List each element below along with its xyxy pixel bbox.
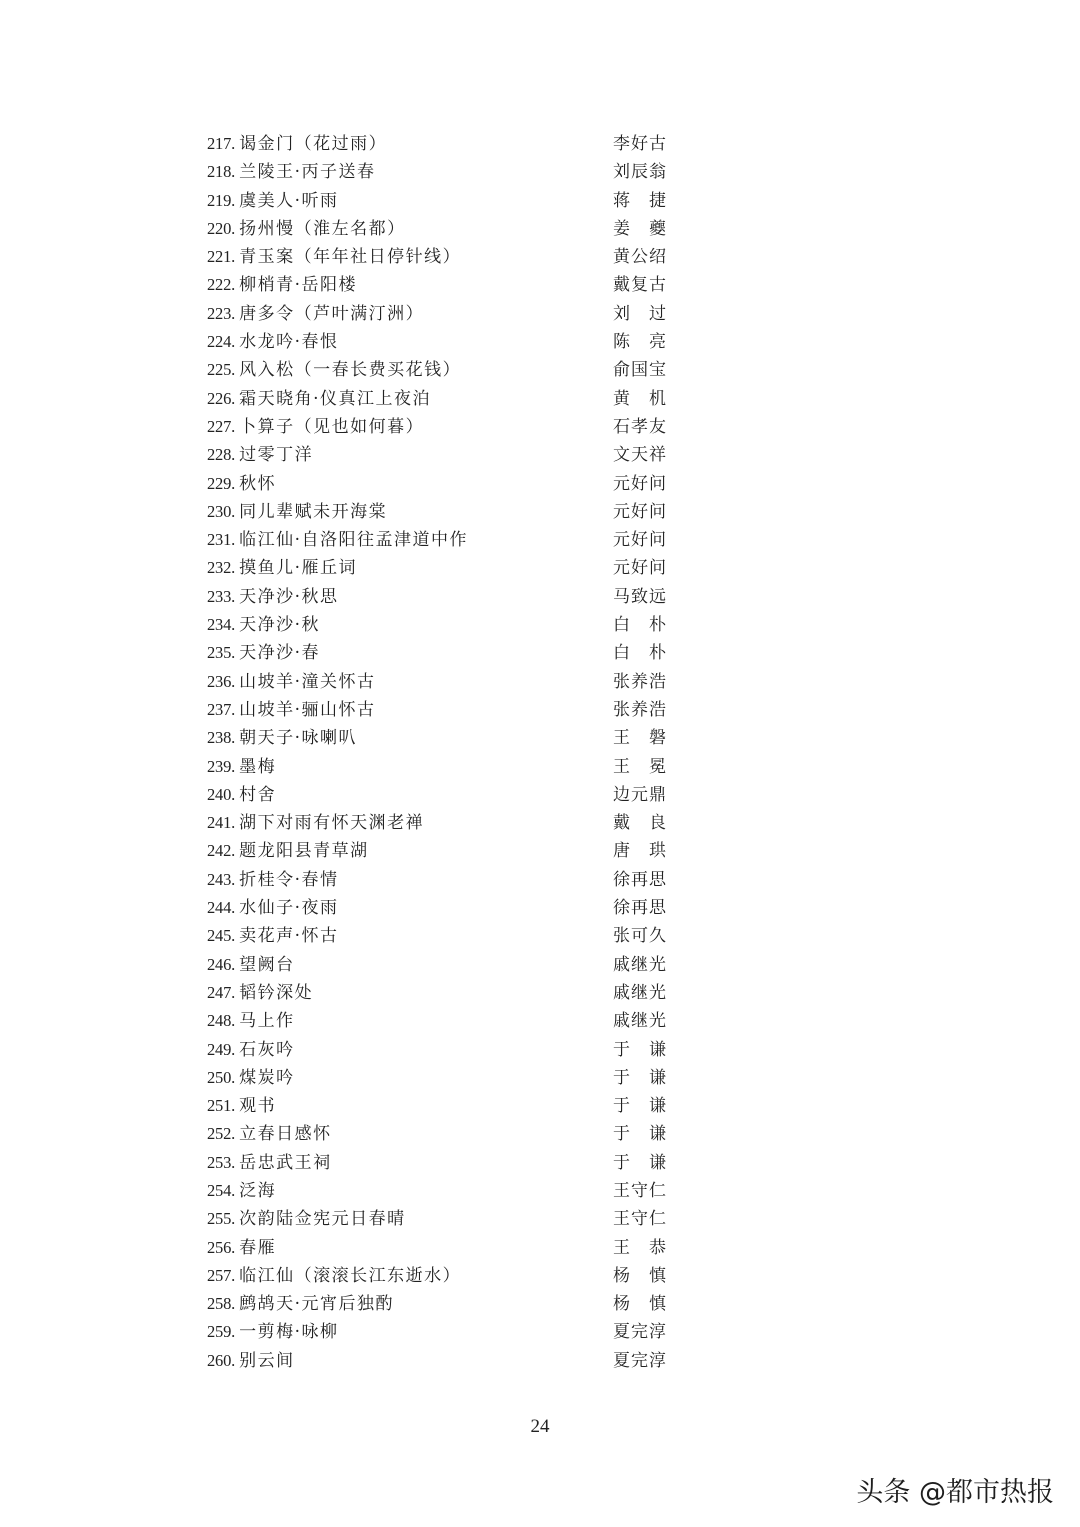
entry-number: 219.	[207, 190, 236, 210]
list-item	[207, 243, 667, 271]
list-item	[207, 951, 667, 979]
list-item	[207, 866, 667, 894]
entry-number: 231.	[207, 530, 236, 550]
entry-author: 边元鼎	[613, 784, 667, 805]
entry-title: 唐多令（芦叶满汀洲）	[239, 303, 425, 324]
entry-number: 257.	[207, 1265, 236, 1285]
list-item	[207, 1234, 667, 1262]
list-item	[207, 526, 667, 554]
entry-author: 王 磐	[613, 728, 667, 749]
entry-number: 243.	[207, 869, 236, 889]
entry-number: 218.	[207, 162, 236, 182]
entry-number: 258.	[207, 1294, 236, 1314]
entry-title: 临江仙·自洛阳往孟津道中作	[239, 530, 468, 551]
list-item	[207, 668, 667, 696]
entry-number: 254.	[207, 1180, 236, 1200]
entry-title: 题龙阳县青草湖	[239, 841, 369, 862]
entry-author: 戚继光	[613, 1011, 667, 1032]
entry-number: 239.	[207, 756, 236, 776]
entry-number: 249.	[207, 1039, 236, 1059]
entry-number: 224.	[207, 332, 236, 352]
list-item	[207, 979, 667, 1007]
entry-author: 王 恭	[613, 1237, 667, 1258]
entry-title: 同儿辈赋未开海棠	[239, 501, 388, 522]
entry-title: 秋怀	[239, 473, 277, 494]
entry-number: 233.	[207, 586, 236, 606]
entry-author: 戴复古	[613, 275, 667, 296]
entry-title: 湖下对雨有怀天渊老禅	[239, 813, 425, 834]
list-item	[207, 1347, 667, 1375]
entry-author: 夏完淳	[613, 1322, 667, 1343]
entry-title: 折桂令·春情	[239, 869, 339, 890]
entry-number: 220.	[207, 218, 236, 238]
list-item	[207, 1007, 667, 1035]
entry-number: 246.	[207, 954, 236, 974]
entry-number: 227.	[207, 416, 236, 436]
entry-author: 白 朴	[613, 643, 667, 664]
entry-number: 251.	[207, 1096, 236, 1116]
entry-author: 元好问	[613, 473, 667, 494]
entry-title: 泛海	[239, 1180, 277, 1201]
entry-author: 杨 慎	[613, 1265, 667, 1286]
entry-number: 222.	[207, 275, 236, 295]
list-item	[207, 300, 667, 328]
entry-author: 张可久	[613, 926, 667, 947]
list-item	[207, 356, 667, 384]
list-item	[207, 894, 667, 922]
entry-title: 扬州慢（淮左名都）	[239, 218, 406, 239]
entry-author: 刘 过	[613, 303, 667, 324]
poem-list	[207, 130, 667, 1375]
entry-title: 虞美人·听雨	[239, 190, 339, 211]
list-item	[207, 554, 667, 582]
entry-number: 217.	[207, 134, 236, 153]
list-item	[207, 611, 667, 639]
entry-title: 临江仙（滚滚长江东逝水）	[239, 1265, 462, 1286]
entry-number: 250.	[207, 1067, 236, 1087]
entry-author: 黄 机	[613, 388, 667, 409]
list-item	[207, 781, 667, 809]
entry-author: 姜 夔	[613, 218, 667, 239]
entry-number: 260.	[207, 1350, 236, 1370]
entry-title: 石灰吟	[239, 1039, 295, 1060]
entry-title: 韬钤深处	[239, 982, 314, 1003]
list-item	[207, 753, 667, 781]
entry-number: 241.	[207, 813, 236, 833]
entry-author: 张养浩	[613, 671, 667, 692]
list-item	[207, 1177, 667, 1205]
entry-author: 俞国宝	[613, 360, 667, 381]
entry-author: 蒋 捷	[613, 190, 667, 211]
entry-title: 墨梅	[239, 756, 277, 777]
entry-number: 226.	[207, 388, 236, 408]
entry-author: 唐 珙	[613, 841, 667, 862]
entry-title: 次韵陆佥宪元日春晴	[239, 1209, 406, 1230]
entry-number: 242.	[207, 841, 236, 861]
list-item	[207, 187, 667, 215]
entry-number: 236.	[207, 671, 236, 691]
entry-author: 徐再思	[613, 898, 667, 919]
entry-author: 陈 亮	[613, 332, 667, 353]
list-item	[207, 1064, 667, 1092]
list-item	[207, 724, 667, 752]
entry-author: 杨 慎	[613, 1294, 667, 1315]
list-item	[207, 385, 667, 413]
entry-number: 230.	[207, 501, 236, 521]
entry-title: 摸鱼儿·雁丘词	[239, 558, 357, 579]
entry-title: 山坡羊·潼关怀古	[239, 671, 376, 692]
entry-author: 戴 良	[613, 813, 667, 834]
list-item	[207, 158, 667, 186]
entry-author: 石孝友	[613, 416, 667, 437]
entry-title: 春雁	[239, 1237, 277, 1258]
entry-author: 于 谦	[613, 1067, 667, 1088]
entry-number: 252.	[207, 1124, 236, 1144]
entry-author: 徐再思	[613, 869, 667, 890]
entry-title: 村舍	[239, 784, 277, 805]
entry-author: 白 朴	[613, 615, 667, 636]
page-number: 24	[530, 1416, 550, 1437]
entry-title: 过零丁洋	[239, 445, 314, 466]
entry-author: 黄公绍	[613, 247, 667, 268]
entry-number: 248.	[207, 1011, 236, 1031]
entry-author: 王守仁	[613, 1180, 667, 1201]
entry-title: 水仙子·夜雨	[239, 898, 339, 919]
entry-title: 霜天晓角·仪真江上夜泊	[239, 388, 431, 409]
list-item	[207, 639, 667, 667]
entry-title: 青玉案（年年社日停针线）	[239, 247, 462, 268]
list-item	[207, 1318, 667, 1346]
entry-author: 文天祥	[613, 445, 667, 466]
entry-title: 山坡羊·骊山怀古	[239, 699, 376, 720]
entry-number: 255.	[207, 1209, 236, 1229]
entry-title: 岳忠武王祠	[239, 1152, 332, 1173]
entry-number: 232.	[207, 558, 236, 578]
entry-number: 223.	[207, 303, 236, 323]
list-item	[207, 1262, 667, 1290]
entry-author: 于 谦	[613, 1096, 667, 1117]
entry-title: 鹧鸪天·元宵后独酌	[239, 1294, 394, 1315]
entry-title: 天净沙·春	[239, 643, 320, 664]
list-item	[207, 837, 667, 865]
entry-author: 王守仁	[613, 1209, 667, 1230]
list-item	[207, 1205, 667, 1233]
entry-title: 别云间	[239, 1350, 295, 1371]
list-item	[207, 215, 667, 243]
entry-title: 朝天子·咏喇叭	[239, 728, 357, 749]
list-item	[207, 1036, 667, 1064]
list-item	[207, 498, 667, 526]
entry-number: 247.	[207, 982, 236, 1002]
entry-title: 柳梢青·岳阳楼	[239, 275, 357, 296]
list-item	[207, 271, 667, 299]
entry-author: 于 谦	[613, 1124, 667, 1145]
list-item	[207, 583, 667, 611]
list-item	[207, 130, 667, 158]
list-item	[207, 696, 667, 724]
entry-title: 兰陵王·丙子送春	[239, 162, 376, 183]
entry-author: 刘辰翁	[613, 162, 667, 183]
entry-number: 240.	[207, 784, 236, 804]
entry-number: 238.	[207, 728, 236, 748]
entry-author: 夏完淳	[613, 1350, 667, 1371]
entry-title: 天净沙·秋	[239, 615, 320, 636]
entry-number: 259.	[207, 1322, 236, 1342]
entry-title: 卜算子（见也如何暮）	[239, 416, 425, 437]
entry-author: 戚继光	[613, 982, 667, 1003]
entry-title: 立春日感怀	[239, 1124, 332, 1145]
list-item	[207, 470, 667, 498]
list-item	[207, 809, 667, 837]
list-item	[207, 328, 667, 356]
list-item	[207, 441, 667, 469]
watermark: 头条 @都市热报	[856, 1477, 1054, 1508]
entry-number: 244.	[207, 898, 236, 918]
entry-title: 望阙台	[239, 954, 295, 975]
list-item	[207, 1290, 667, 1318]
entry-title: 一剪梅·咏柳	[239, 1322, 339, 1343]
entry-title: 观书	[239, 1096, 277, 1117]
entry-author: 元好问	[613, 558, 667, 579]
entry-author: 李好古	[613, 134, 667, 154]
list-item	[207, 413, 667, 441]
entry-number: 235.	[207, 643, 236, 663]
entry-title: 天净沙·秋思	[239, 586, 339, 607]
entry-title: 风入松（一春长费买花钱）	[239, 360, 462, 381]
entry-title: 煤炭吟	[239, 1067, 295, 1088]
entry-author: 王 冕	[613, 756, 667, 777]
entry-author: 于 谦	[613, 1039, 667, 1060]
entry-number: 234.	[207, 615, 236, 635]
list-item	[207, 1149, 667, 1177]
entry-title: 马上作	[239, 1011, 295, 1032]
entry-number: 229.	[207, 473, 236, 493]
entry-author: 元好问	[613, 501, 667, 522]
entry-title: 谒金门（花过雨）	[239, 134, 388, 154]
entry-author: 戚继光	[613, 954, 667, 975]
list-item	[207, 922, 667, 950]
entry-number: 253.	[207, 1152, 236, 1172]
entry-number: 245.	[207, 926, 236, 946]
list-item	[207, 1120, 667, 1148]
entry-title: 水龙吟·春恨	[239, 332, 339, 353]
entry-number: 221.	[207, 247, 236, 267]
entry-number: 256.	[207, 1237, 236, 1257]
entry-author: 于 谦	[613, 1152, 667, 1173]
entry-number: 228.	[207, 445, 236, 465]
entry-number: 225.	[207, 360, 236, 380]
entry-author: 张养浩	[613, 699, 667, 720]
entry-number: 237.	[207, 699, 236, 719]
entry-author: 元好问	[613, 530, 667, 551]
list-item	[207, 1092, 667, 1120]
entry-author: 马致远	[613, 586, 667, 607]
entry-title: 卖花声·怀古	[239, 926, 339, 947]
